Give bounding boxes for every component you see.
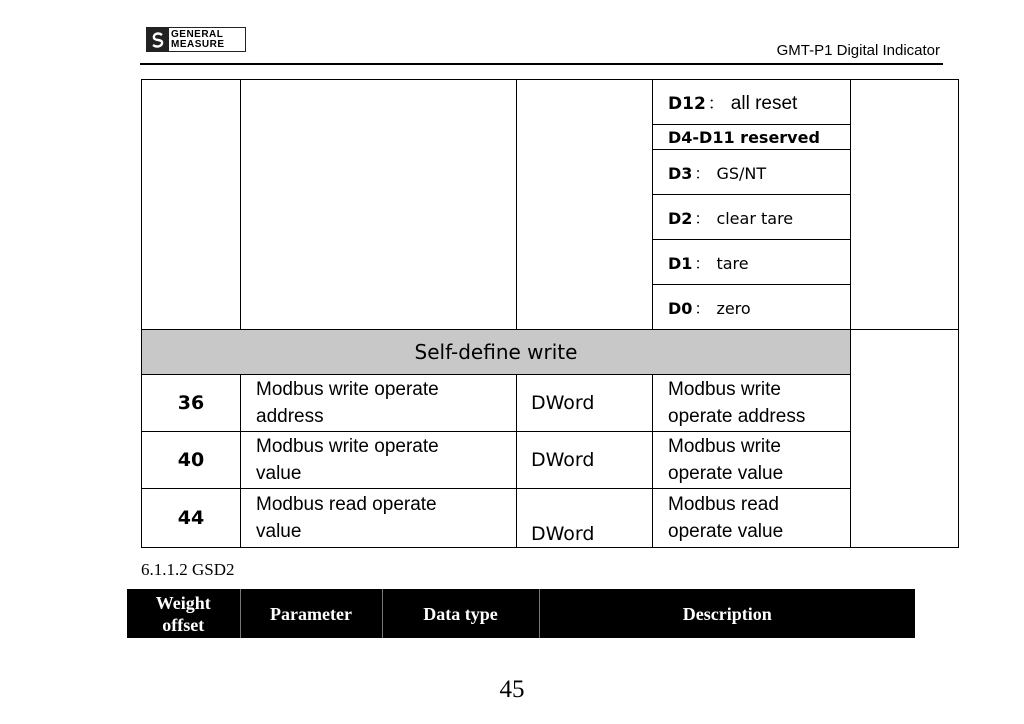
table-row [142, 489, 959, 548]
type-cell: DWord [517, 432, 653, 489]
group-title: Self-define write [142, 330, 851, 375]
logo-line1: GENERAL [171, 28, 224, 40]
offset-cell: 36 [142, 375, 241, 432]
blank-parameter-cell [241, 80, 517, 330]
logo-line2: MEASURE [171, 38, 225, 50]
bit-description: D0 ： zero [653, 285, 851, 330]
company-logo [146, 27, 246, 52]
bit-description: D4-D11 reserved [653, 125, 851, 150]
description-cell: Modbus write operate address [653, 375, 851, 432]
parameter-cell: Modbus write operate address [241, 375, 517, 432]
blank-extra-cell [851, 80, 959, 330]
page-number: 45 [499, 676, 525, 703]
header-description: Description [539, 589, 915, 638]
blank-offset-cell [142, 80, 241, 330]
blank-type-cell [517, 80, 653, 330]
parameter-cell: Modbus write operate value [241, 432, 517, 489]
bit-description: D1 ： tare [653, 240, 851, 285]
header-data-type: Data type [382, 589, 539, 638]
bit-description: D2 ： clear tare [653, 195, 851, 240]
table-row [142, 432, 959, 489]
parameter-cell: Modbus read operate value [241, 489, 517, 548]
type-cell: DWord [517, 489, 653, 548]
header-parameter: Parameter [240, 589, 382, 638]
blank-extra-cell-lower [851, 330, 959, 548]
section-label: 6.1.1.2 GSD2 [141, 560, 235, 579]
logo-mark-icon [147, 28, 169, 51]
header-weight-offset: Weight offset [155, 592, 211, 635]
document-title: GMT-P1 Digital Indicator [776, 42, 940, 59]
bit-description: D12 ： all reset [653, 80, 851, 125]
register-table [141, 79, 959, 548]
header-rule [140, 63, 943, 65]
offset-cell: 44 [142, 489, 241, 548]
offset-cell: 40 [142, 432, 241, 489]
description-cell: Modbus write operate value [653, 432, 851, 489]
description-cell: Modbus read operate value [653, 489, 851, 548]
gsd2-header-table [127, 589, 915, 638]
bit-description: D3 ： GS/NT [653, 150, 851, 195]
table-row [142, 375, 959, 432]
type-cell: DWord [517, 375, 653, 432]
logo-text [169, 28, 245, 51]
